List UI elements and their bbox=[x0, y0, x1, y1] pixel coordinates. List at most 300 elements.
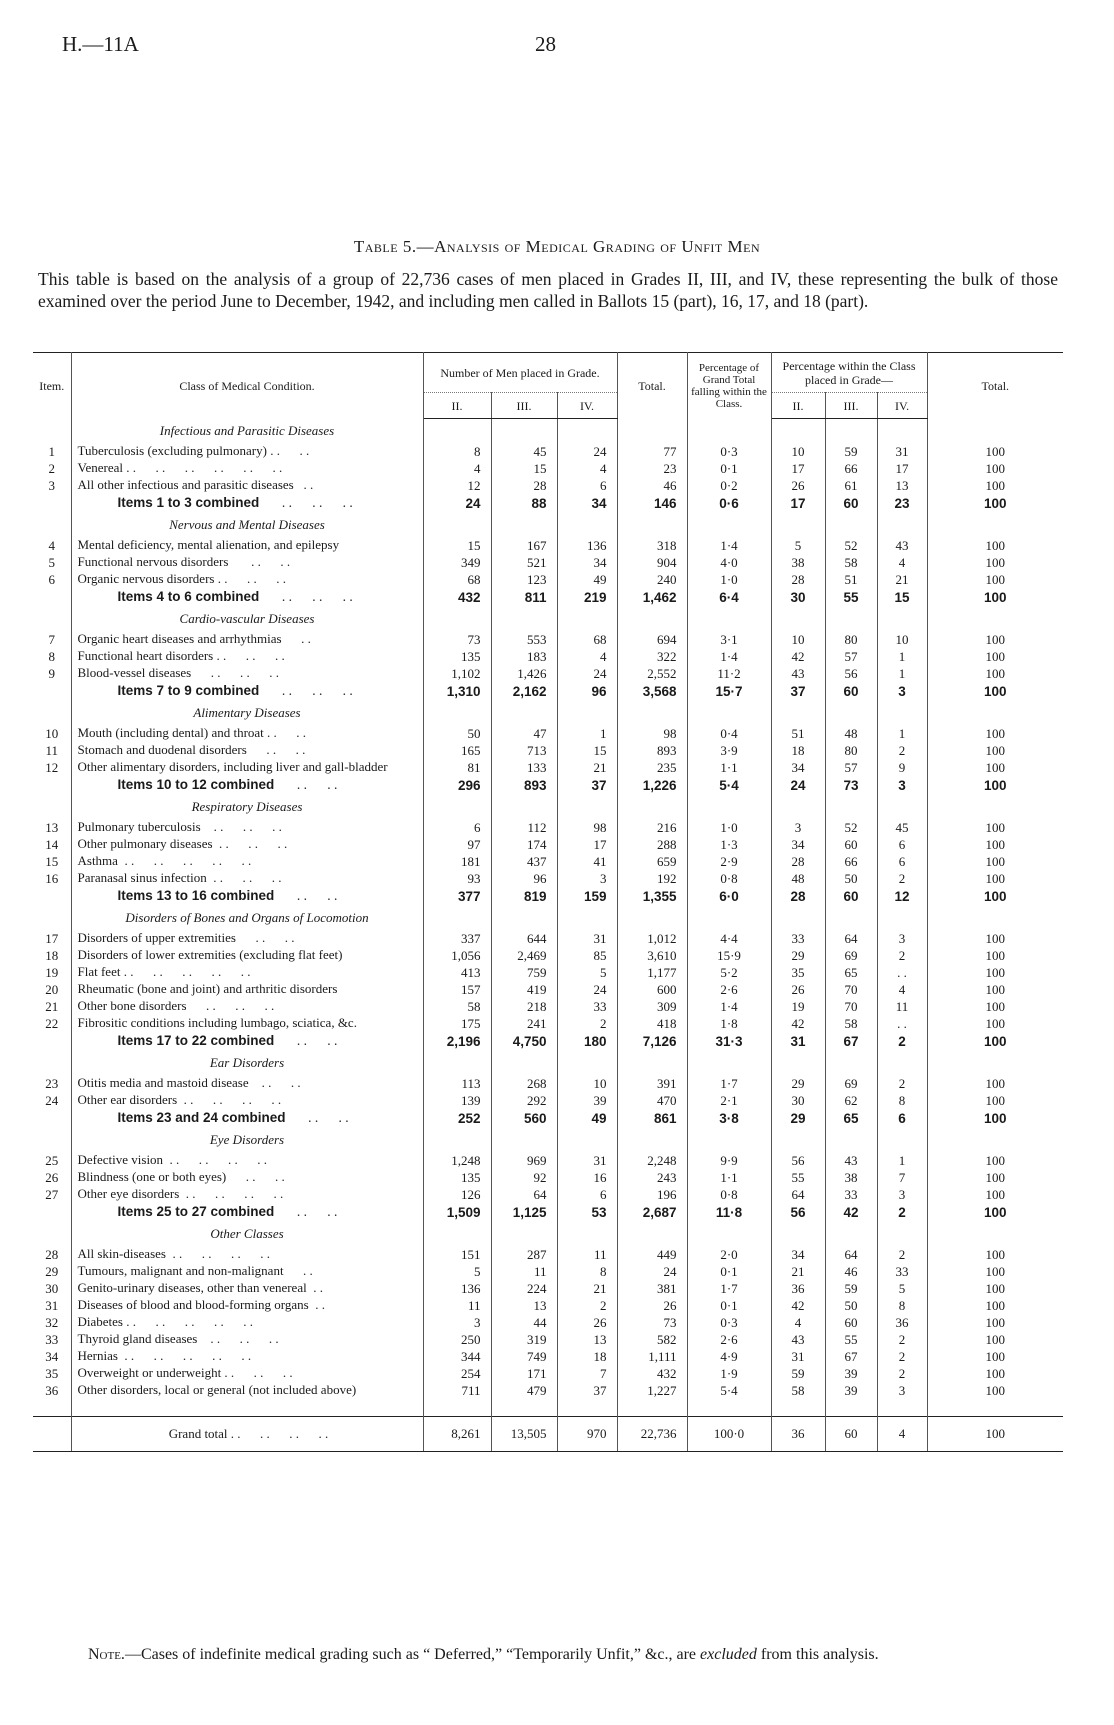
grade2-count: 73 bbox=[423, 631, 491, 648]
table-row bbox=[33, 1348, 1063, 1365]
grade3-count: 287 bbox=[491, 1246, 557, 1263]
pct-grade4: . . bbox=[877, 964, 927, 981]
condition-name: Otitis media and mastoid disease . . . . bbox=[71, 1075, 423, 1092]
condition-name: Functional nervous disorders . . . . bbox=[71, 554, 423, 571]
pct-total: 100 bbox=[985, 1365, 1006, 1381]
empty-cell bbox=[825, 607, 877, 631]
pct-total: 100 bbox=[984, 888, 1007, 904]
empty-cell bbox=[557, 419, 617, 443]
pct-grade2: 55 bbox=[771, 1169, 825, 1186]
grade3-count: 419 bbox=[491, 981, 557, 998]
pct-grade4: 6 bbox=[877, 1109, 927, 1128]
empty-cell bbox=[687, 1128, 771, 1152]
pct-grade3: 60 bbox=[825, 494, 877, 513]
condition-name: Flat feet . . . . . . . . . . bbox=[71, 964, 423, 981]
empty-cell bbox=[617, 513, 687, 537]
item-cell-empty bbox=[33, 701, 71, 725]
empty-cell bbox=[617, 701, 687, 725]
pct-grade2: 19 bbox=[771, 998, 825, 1015]
item-number: 14 bbox=[33, 836, 71, 853]
footnote-text-before: —Cases of indefinite medical grading such as “ Deferred,” “Temporarily Unfit,” &c., are bbox=[124, 1646, 701, 1663]
total-count: 600 bbox=[617, 981, 687, 998]
pct-grade3: 67 bbox=[825, 1032, 877, 1051]
total-count: 77 bbox=[617, 443, 687, 460]
empty-cell bbox=[825, 1222, 877, 1246]
percent-of-grand: 5·2 bbox=[687, 964, 771, 981]
empty-cell bbox=[687, 701, 771, 725]
grade4-count: 21 bbox=[557, 759, 617, 776]
pct-grade3: 60 bbox=[825, 1314, 877, 1331]
item-number: 20 bbox=[33, 981, 71, 998]
pct-grade3: 66 bbox=[825, 853, 877, 870]
empty-cell bbox=[423, 1128, 491, 1152]
grade4-count: 26 bbox=[557, 1314, 617, 1331]
pct-grade4: 2 bbox=[877, 1203, 927, 1222]
pct-grade4: 21 bbox=[877, 571, 927, 588]
pct-grade4: 2 bbox=[877, 742, 927, 759]
grade4-count: 15 bbox=[557, 742, 617, 759]
grade3-count: 13 bbox=[491, 1297, 557, 1314]
pct-total: 100 bbox=[984, 1204, 1007, 1220]
grand-total-label: Grand total . . . . . . . . bbox=[71, 1416, 423, 1451]
item-number: 12 bbox=[33, 759, 71, 776]
item-number: 9 bbox=[33, 665, 71, 682]
pct-grade4: 1 bbox=[877, 648, 927, 665]
item-cell-empty bbox=[33, 682, 71, 701]
grade4-count: 136 bbox=[557, 537, 617, 554]
pct-grade2: 38 bbox=[771, 554, 825, 571]
pct-total: 100 bbox=[984, 495, 1007, 511]
table-row bbox=[33, 571, 1063, 588]
condition-name: Other alimentary disorders, including liver and gall-bladder bbox=[71, 759, 423, 776]
empty-cell bbox=[687, 1051, 771, 1075]
percent-of-grand: 1·9 bbox=[687, 1365, 771, 1382]
col-header-pct-total: Total. bbox=[927, 353, 1063, 419]
grade3-count: 88 bbox=[491, 494, 557, 513]
empty-cell bbox=[617, 906, 687, 930]
condition-name: Other pulmonary diseases . . . . . . bbox=[71, 836, 423, 853]
condition-name: Stomach and duodenal disorders . . . . bbox=[71, 742, 423, 759]
group-heading-row bbox=[33, 513, 1063, 537]
item-number: 15 bbox=[33, 853, 71, 870]
total-count: 46 bbox=[617, 477, 687, 494]
grade3-count: 521 bbox=[491, 554, 557, 571]
pct-grade2: 3 bbox=[771, 819, 825, 836]
table-row bbox=[33, 1297, 1063, 1314]
pct-grade4: 3 bbox=[877, 1186, 927, 1203]
table-row bbox=[33, 725, 1063, 742]
table-row bbox=[33, 1092, 1063, 1109]
grade3-count: 112 bbox=[491, 819, 557, 836]
percent-of-grand: 0·2 bbox=[687, 477, 771, 494]
total-count: 2,552 bbox=[617, 665, 687, 682]
percent-of-grand: 31·3 bbox=[687, 1032, 771, 1051]
empty-cell bbox=[825, 701, 877, 725]
grade2-count: 97 bbox=[423, 836, 491, 853]
pct-grade3: 65 bbox=[825, 1109, 877, 1128]
item-number: 30 bbox=[33, 1280, 71, 1297]
condition-name: Tumours, malignant and non-malignant . . bbox=[71, 1263, 423, 1280]
grade4-count: 10 bbox=[557, 1075, 617, 1092]
total-count: 98 bbox=[617, 725, 687, 742]
grade3-count: 553 bbox=[491, 631, 557, 648]
combined-row bbox=[33, 494, 1063, 513]
empty-cell bbox=[557, 906, 617, 930]
combined-label: Items 17 to 22 combined bbox=[117, 1033, 275, 1048]
pct-grade2: 33 bbox=[771, 930, 825, 947]
condition-name: Other ear disorders . . . . . . . . bbox=[71, 1092, 423, 1109]
grade3-count: 319 bbox=[491, 1331, 557, 1348]
group-heading: Eye Disorders bbox=[71, 1128, 423, 1152]
item-number: 36 bbox=[33, 1382, 71, 1399]
pct-total: 100 bbox=[985, 665, 1006, 681]
pct-grade2: 31 bbox=[771, 1032, 825, 1051]
item-number: 6 bbox=[33, 571, 71, 588]
combined-label: Items 7 to 9 combined bbox=[117, 683, 260, 698]
item-number: 17 bbox=[33, 930, 71, 947]
pct-grade2: 34 bbox=[771, 836, 825, 853]
table-row bbox=[33, 964, 1063, 981]
total-count: 1,355 bbox=[617, 887, 687, 906]
pct-grade3: 46 bbox=[825, 1263, 877, 1280]
pct-grade4: 13 bbox=[877, 477, 927, 494]
total-count: 2,687 bbox=[617, 1203, 687, 1222]
condition-name: Functional heart disorders . . . . . . bbox=[71, 648, 423, 665]
empty-cell bbox=[687, 1222, 771, 1246]
combined-label: Items 13 to 16 combined bbox=[117, 888, 275, 903]
grade2-count: 6 bbox=[423, 819, 491, 836]
total-count: 216 bbox=[617, 819, 687, 836]
table-row bbox=[33, 1186, 1063, 1203]
empty-cell bbox=[687, 419, 771, 443]
grade3-count: 133 bbox=[491, 759, 557, 776]
condition-name: Mouth (including dental) and throat . . . . bbox=[71, 725, 423, 742]
empty-cell bbox=[423, 1222, 491, 1246]
percent-of-grand: 9·9 bbox=[687, 1152, 771, 1169]
total-count: 1,012 bbox=[617, 930, 687, 947]
pct-total: 100 bbox=[985, 1263, 1006, 1279]
empty-cell bbox=[557, 701, 617, 725]
empty-cell bbox=[687, 607, 771, 631]
total-count: 23 bbox=[617, 460, 687, 477]
empty-cell bbox=[927, 1222, 1063, 1246]
condition-name: Blood-vessel diseases . . . . . . bbox=[71, 665, 423, 682]
grade2-count: 413 bbox=[423, 964, 491, 981]
total-count: 432 bbox=[617, 1365, 687, 1382]
empty-cell bbox=[557, 1051, 617, 1075]
item-number: 4 bbox=[33, 537, 71, 554]
pct-grade3: 60 bbox=[825, 1416, 877, 1451]
pct-grade2: 31 bbox=[771, 1348, 825, 1365]
item-cell-empty bbox=[33, 795, 71, 819]
grade3-count: 4,750 bbox=[491, 1032, 557, 1051]
grade3-count: 47 bbox=[491, 725, 557, 742]
grade4-count: 3 bbox=[557, 870, 617, 887]
empty-cell bbox=[617, 1222, 687, 1246]
combined-dots: . . . . bbox=[308, 1110, 349, 1125]
table-row bbox=[33, 998, 1063, 1015]
pct-total: 100 bbox=[985, 759, 1006, 775]
item-number: 24 bbox=[33, 1092, 71, 1109]
pct-grade3: 58 bbox=[825, 554, 877, 571]
percent-of-grand: 0·4 bbox=[687, 725, 771, 742]
pct-grade4: 33 bbox=[877, 1263, 927, 1280]
grade3-count: 123 bbox=[491, 571, 557, 588]
table-row bbox=[33, 1280, 1063, 1297]
grade4-count: 41 bbox=[557, 853, 617, 870]
combined-row bbox=[33, 588, 1063, 607]
grade3-count: 479 bbox=[491, 1382, 557, 1399]
total-count: 1,462 bbox=[617, 588, 687, 607]
empty-cell bbox=[33, 1399, 71, 1417]
grade3-count: 11 bbox=[491, 1263, 557, 1280]
pct-grade2: 37 bbox=[771, 682, 825, 701]
pct-total: 100 bbox=[985, 1092, 1006, 1108]
condition-name: Defective vision . . . . . . . . bbox=[71, 1152, 423, 1169]
pct-grade4: 3 bbox=[877, 776, 927, 795]
item-number: 5 bbox=[33, 554, 71, 571]
pct-grade2: 34 bbox=[771, 759, 825, 776]
spacer-row bbox=[33, 1399, 1063, 1417]
pct-grade4: 1 bbox=[877, 725, 927, 742]
grade4-count: 7 bbox=[557, 1365, 617, 1382]
pct-total: 100 bbox=[985, 1075, 1006, 1091]
condition-name: Other bone disorders . . . . . . bbox=[71, 998, 423, 1015]
pct-grade4: 1 bbox=[877, 665, 927, 682]
total-count: 418 bbox=[617, 1015, 687, 1032]
pct-grade3: 66 bbox=[825, 460, 877, 477]
grade3-count: 183 bbox=[491, 648, 557, 665]
item-cell-empty bbox=[33, 419, 71, 443]
group-heading: Ear Disorders bbox=[71, 1051, 423, 1075]
percent-of-grand: 2·6 bbox=[687, 981, 771, 998]
grade3-count: 2,162 bbox=[491, 682, 557, 701]
total-count: 288 bbox=[617, 836, 687, 853]
empty-cell bbox=[877, 1399, 927, 1417]
grade4-count: 68 bbox=[557, 631, 617, 648]
empty-cell bbox=[771, 906, 825, 930]
empty-cell bbox=[617, 795, 687, 819]
pct-total: 100 bbox=[985, 964, 1006, 980]
percent-of-grand: 5·4 bbox=[687, 776, 771, 795]
grade4-count: 53 bbox=[557, 1203, 617, 1222]
grade4-count: 1 bbox=[557, 725, 617, 742]
table-row bbox=[33, 1246, 1063, 1263]
grade2-count: 15 bbox=[423, 537, 491, 554]
pct-total: 100 bbox=[985, 836, 1006, 852]
total-count: 3,610 bbox=[617, 947, 687, 964]
pct-grade2: 42 bbox=[771, 648, 825, 665]
empty-cell bbox=[927, 513, 1063, 537]
grade4-count: 2 bbox=[557, 1297, 617, 1314]
grade2-count: 157 bbox=[423, 981, 491, 998]
percent-of-grand: 2·0 bbox=[687, 1246, 771, 1263]
pct-grade2: 56 bbox=[771, 1203, 825, 1222]
pct-grade2: 29 bbox=[771, 1109, 825, 1128]
empty-cell bbox=[491, 1222, 557, 1246]
pct-total: 100 bbox=[985, 648, 1006, 664]
table-row bbox=[33, 1314, 1063, 1331]
group-heading: Other Classes bbox=[71, 1222, 423, 1246]
item-cell-empty bbox=[33, 1416, 71, 1451]
grade2-count: 81 bbox=[423, 759, 491, 776]
pct-grade4: 9 bbox=[877, 759, 927, 776]
grade2-count: 5 bbox=[423, 1263, 491, 1280]
total-count: 7,126 bbox=[617, 1032, 687, 1051]
grade4-count: 31 bbox=[557, 930, 617, 947]
grade4-count: 159 bbox=[557, 887, 617, 906]
grade4-count: 18 bbox=[557, 1348, 617, 1365]
percent-of-grand: 0·6 bbox=[687, 494, 771, 513]
pct-grade2: 5 bbox=[771, 537, 825, 554]
combined-dots: . . . . . . bbox=[281, 495, 353, 510]
total-count: 196 bbox=[617, 1186, 687, 1203]
grade4-count: 37 bbox=[557, 776, 617, 795]
item-cell-empty bbox=[33, 906, 71, 930]
col-header-grade3: III. bbox=[491, 393, 557, 419]
pct-grade3: 57 bbox=[825, 648, 877, 665]
pct-grade4: 2 bbox=[877, 870, 927, 887]
col-header-total: Total. bbox=[617, 353, 687, 419]
condition-name: Asthma . . . . . . . . . . bbox=[71, 853, 423, 870]
table-row bbox=[33, 742, 1063, 759]
empty-cell bbox=[557, 607, 617, 631]
empty-cell bbox=[557, 795, 617, 819]
total-count: 192 bbox=[617, 870, 687, 887]
grade3-count: 759 bbox=[491, 964, 557, 981]
item-number: 33 bbox=[33, 1331, 71, 1348]
grade2-count: 93 bbox=[423, 870, 491, 887]
grade2-count: 136 bbox=[423, 1280, 491, 1297]
pct-grade2: 26 bbox=[771, 981, 825, 998]
col-header-class: Class of Medical Condition. bbox=[71, 353, 423, 419]
pct-grade3: 69 bbox=[825, 947, 877, 964]
empty-cell bbox=[825, 1128, 877, 1152]
grade4-count: 85 bbox=[557, 947, 617, 964]
table-row bbox=[33, 665, 1063, 682]
grade2-count: 1,056 bbox=[423, 947, 491, 964]
pct-grade2: 26 bbox=[771, 477, 825, 494]
table-row bbox=[33, 930, 1063, 947]
grade2-count: 2,196 bbox=[423, 1032, 491, 1051]
pct-grade3: 80 bbox=[825, 742, 877, 759]
table-row bbox=[33, 1263, 1063, 1280]
pct-grade4: 10 bbox=[877, 631, 927, 648]
pct-grade3: 62 bbox=[825, 1092, 877, 1109]
grade2-count: 11 bbox=[423, 1297, 491, 1314]
percent-of-grand: 1·4 bbox=[687, 537, 771, 554]
grade3-count: 1,125 bbox=[491, 1203, 557, 1222]
combined-dots: . . . . bbox=[296, 888, 338, 903]
grade4-count: 8 bbox=[557, 1263, 617, 1280]
table-row bbox=[33, 1365, 1063, 1382]
pct-grade3: 60 bbox=[825, 682, 877, 701]
combined-row bbox=[33, 1109, 1063, 1128]
total-count: 3,568 bbox=[617, 682, 687, 701]
empty-cell bbox=[927, 1051, 1063, 1075]
empty-cell bbox=[491, 1128, 557, 1152]
condition-name: Genito-urinary diseases, other than venereal . . bbox=[71, 1280, 423, 1297]
grading-table bbox=[33, 352, 1063, 1452]
pct-total: 100 bbox=[985, 870, 1006, 886]
item-number: 25 bbox=[33, 1152, 71, 1169]
pct-grade4: 12 bbox=[877, 887, 927, 906]
grade4-count: 4 bbox=[557, 648, 617, 665]
grade2-count: 344 bbox=[423, 1348, 491, 1365]
condition-name: Paranasal sinus infection . . . . . . bbox=[71, 870, 423, 887]
total-count: 318 bbox=[617, 537, 687, 554]
item-number: 19 bbox=[33, 964, 71, 981]
item-number: 10 bbox=[33, 725, 71, 742]
empty-cell bbox=[617, 1051, 687, 1075]
grade2-count: 24 bbox=[423, 494, 491, 513]
grade4-count: 98 bbox=[557, 819, 617, 836]
percent-of-grand: 0·1 bbox=[687, 1263, 771, 1280]
pct-grade2: 43 bbox=[771, 1331, 825, 1348]
item-cell-empty bbox=[33, 1051, 71, 1075]
grade4-count: 21 bbox=[557, 1280, 617, 1297]
pct-grade4: 2 bbox=[877, 1348, 927, 1365]
pct-grade4: 36 bbox=[877, 1314, 927, 1331]
percent-of-grand: 11·2 bbox=[687, 665, 771, 682]
pct-total: 100 bbox=[985, 1348, 1006, 1364]
grade2-count: 50 bbox=[423, 725, 491, 742]
pct-grade2: 34 bbox=[771, 1246, 825, 1263]
percent-of-grand: 4·4 bbox=[687, 930, 771, 947]
item-cell-empty bbox=[33, 1032, 71, 1051]
pct-total: 100 bbox=[985, 981, 1006, 997]
combined-dots: . . . . . . bbox=[281, 589, 353, 604]
percent-of-grand: 2·1 bbox=[687, 1092, 771, 1109]
item-number: 22 bbox=[33, 1015, 71, 1032]
group-heading: Alimentary Diseases bbox=[71, 701, 423, 725]
condition-name: Other disorders, local or general (not included above) bbox=[71, 1382, 423, 1399]
pct-grade4: 43 bbox=[877, 537, 927, 554]
percent-of-grand: 0·3 bbox=[687, 443, 771, 460]
table-row bbox=[33, 759, 1063, 776]
item-number: 26 bbox=[33, 1169, 71, 1186]
empty-cell bbox=[927, 1128, 1063, 1152]
empty-cell bbox=[877, 513, 927, 537]
pct-grade2: 51 bbox=[771, 725, 825, 742]
grade2-count: 139 bbox=[423, 1092, 491, 1109]
condition-name: Blindness (one or both eyes) . . . . bbox=[71, 1169, 423, 1186]
pct-grade3: 42 bbox=[825, 1203, 877, 1222]
grade3-count: 224 bbox=[491, 1280, 557, 1297]
empty-cell bbox=[877, 701, 927, 725]
total-count: 322 bbox=[617, 648, 687, 665]
col-header-item: Item. bbox=[33, 353, 71, 419]
pct-total: 100 bbox=[985, 443, 1006, 459]
percent-of-grand: 3·8 bbox=[687, 1109, 771, 1128]
empty-cell bbox=[825, 1051, 877, 1075]
condition-name: Pulmonary tuberculosis . . . . . . bbox=[71, 819, 423, 836]
grade2-count: 4 bbox=[423, 460, 491, 477]
total-count: 235 bbox=[617, 759, 687, 776]
item-number: 31 bbox=[33, 1297, 71, 1314]
grade2-count: 175 bbox=[423, 1015, 491, 1032]
col-header-percent-group: Percentage within the Class placed in Grade— bbox=[771, 353, 927, 393]
item-number: 23 bbox=[33, 1075, 71, 1092]
empty-cell bbox=[423, 795, 491, 819]
pct-grade2: 30 bbox=[771, 588, 825, 607]
combined-dots: . . . . bbox=[296, 1204, 338, 1219]
pct-grade2: 28 bbox=[771, 571, 825, 588]
combined-label-cell bbox=[71, 776, 423, 795]
pct-grade4: 11 bbox=[877, 998, 927, 1015]
total-count: 1,177 bbox=[617, 964, 687, 981]
pct-grade4: 8 bbox=[877, 1092, 927, 1109]
